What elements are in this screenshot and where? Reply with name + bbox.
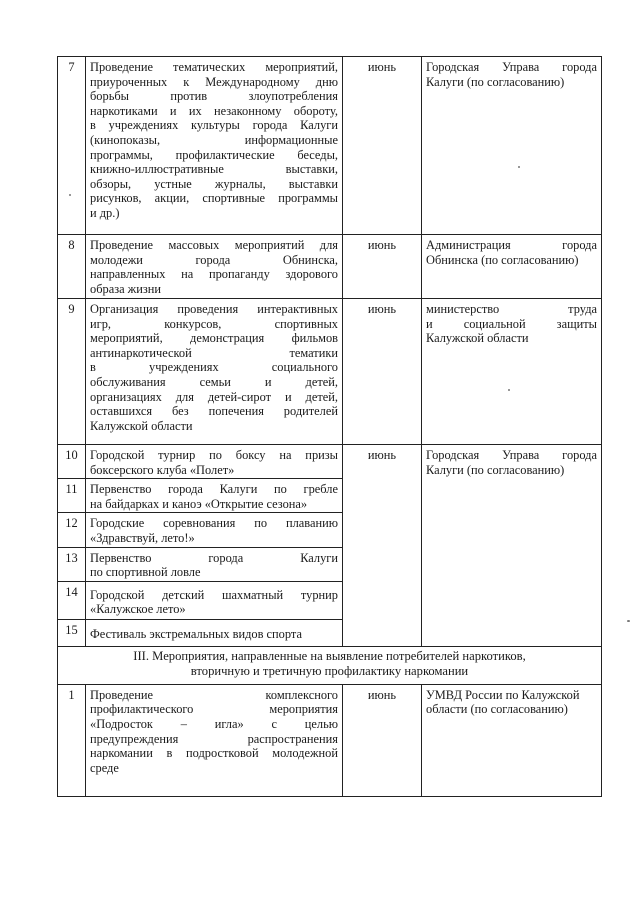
text-line: Калужской области (426, 331, 529, 346)
section-title-line: III. Мероприятия, направленные на выявление потребителей наркотиков, (133, 648, 526, 663)
text-line: борьбы против злоупотребления (90, 89, 338, 104)
row-number: 9 (58, 299, 86, 445)
text-line: Проведение тематических мероприятий, (90, 60, 338, 74)
event-description (86, 619, 343, 646)
text-line: обзоры, устные журналы, выставки (90, 176, 338, 191)
row-number: 7 (58, 57, 86, 235)
event-date: июнь (343, 684, 422, 796)
row-number: 13 (58, 547, 86, 581)
scan-speck (518, 166, 520, 168)
event-description (86, 684, 343, 796)
text-line: молодежи города Обнинска, (90, 252, 338, 267)
text-line: профилактического мероприятия (90, 702, 338, 717)
text-line: Городская Управа города (426, 60, 597, 74)
text-line: Фестиваль экстремальных видов спорта (90, 626, 302, 641)
text-line: на байдарках и каноэ «Открытие сезона» (90, 496, 308, 511)
event-date: июнь (343, 445, 422, 647)
text-line: организациях для детей-сирот и детей, (90, 389, 338, 404)
text-line: Первенство города Калуги по гребле (90, 482, 338, 497)
table-row (58, 57, 602, 235)
row-number: 11 (58, 479, 86, 513)
responsible-party (422, 684, 602, 796)
text-line: и социальной защиты (426, 316, 597, 331)
row-number: 12 (58, 513, 86, 547)
responsible-party (422, 235, 602, 299)
text-line: оставшихся без попечения родителей (90, 404, 338, 419)
text-line: мероприятий, демонстрация фильмов (90, 331, 338, 346)
text-line: среде (90, 760, 119, 775)
text-line: приуроченных к Международному дню (90, 74, 338, 89)
text-line: «Подросток – игла» с целью (90, 716, 338, 731)
event-description (86, 57, 343, 235)
text-line: Администрация города (426, 238, 597, 252)
table-row (58, 684, 602, 796)
event-description (86, 479, 343, 513)
text-line: наркомании в подростковой молодежной (90, 746, 338, 761)
text-line: Городской детский шахматный турнир (90, 587, 338, 602)
text-line: программы, профилактические беседы, (90, 147, 338, 162)
scan-speck (627, 620, 630, 622)
events-table (57, 56, 602, 797)
scan-speck (508, 389, 510, 391)
text-line: области (по согласованию) (426, 702, 568, 717)
text-line: Калуги (по согласованию) (426, 462, 565, 477)
responsible-party (422, 445, 602, 647)
responsible-party (422, 57, 602, 235)
text-line: Организация проведения интерактивных (90, 302, 338, 316)
section-header-row (58, 646, 602, 684)
text-line: игр, конкурсов, спортивных (90, 316, 338, 331)
text-line: Городская Управа города (426, 448, 597, 462)
responsible-party (422, 299, 602, 445)
text-line: Калужской области (90, 418, 193, 433)
text-line: рисунков, акции, спортивные программы (90, 191, 338, 206)
text-line: УМВД России по Калужской (426, 687, 580, 702)
section-title-line: вторичную и третичную профилактику наркомании (190, 663, 469, 678)
text-line: Калуги (по согласованию) (426, 74, 565, 89)
table-row (58, 445, 602, 479)
scan-speck (69, 194, 71, 196)
text-line: «Здравствуй, лето!» (90, 530, 195, 545)
text-line: Обнинска (по согласованию) (426, 252, 579, 267)
text-line: в учреждениях социального (90, 360, 338, 375)
event-description (86, 581, 343, 619)
text-line: Проведение комплексного (90, 687, 338, 702)
text-line: по спортивной ловле (90, 565, 201, 580)
table-row (58, 299, 602, 445)
row-number: 1 (58, 684, 86, 796)
text-line: боксерского клуба «Полет» (90, 462, 235, 477)
event-description (86, 445, 343, 479)
row-number: 10 (58, 445, 86, 479)
text-line: наркотиками и их незаконному обороту, (90, 103, 338, 118)
text-line: (кинопоказы, информационные (90, 132, 338, 147)
text-line: Городские соревнования по плаванию (90, 516, 338, 531)
row-number: 8 (58, 235, 86, 299)
event-description (86, 547, 343, 581)
event-date: июнь (343, 235, 422, 299)
event-description (86, 513, 343, 547)
text-line: Первенство города Калуги (90, 550, 338, 565)
text-line: образа жизни (90, 281, 162, 296)
event-date: июнь (343, 57, 422, 235)
text-line: направленных на пропаганду здорового (90, 267, 338, 282)
row-number: 14 (58, 581, 86, 619)
text-line: в учреждениях культуры города Калуги (90, 118, 338, 133)
text-line: и др.) (90, 205, 120, 220)
text-line: Городской турнир по боксу на призы (90, 448, 338, 462)
text-line: книжно-иллюстративные выставки, (90, 162, 338, 177)
event-description (86, 299, 343, 445)
row-number: 15 (58, 619, 86, 646)
text-line: «Калужское лето» (90, 602, 186, 617)
text-line: обслуживания семьи и детей, (90, 374, 338, 389)
section-title (58, 646, 602, 684)
table-row (58, 235, 602, 299)
text-line: предупреждения распространения (90, 731, 338, 746)
text-line: Проведение массовых мероприятий для (90, 238, 338, 252)
event-description (86, 235, 343, 299)
text-line: министерство труда (426, 302, 597, 316)
text-line: антинаркотической тематики (90, 345, 338, 360)
event-date: июнь (343, 299, 422, 445)
